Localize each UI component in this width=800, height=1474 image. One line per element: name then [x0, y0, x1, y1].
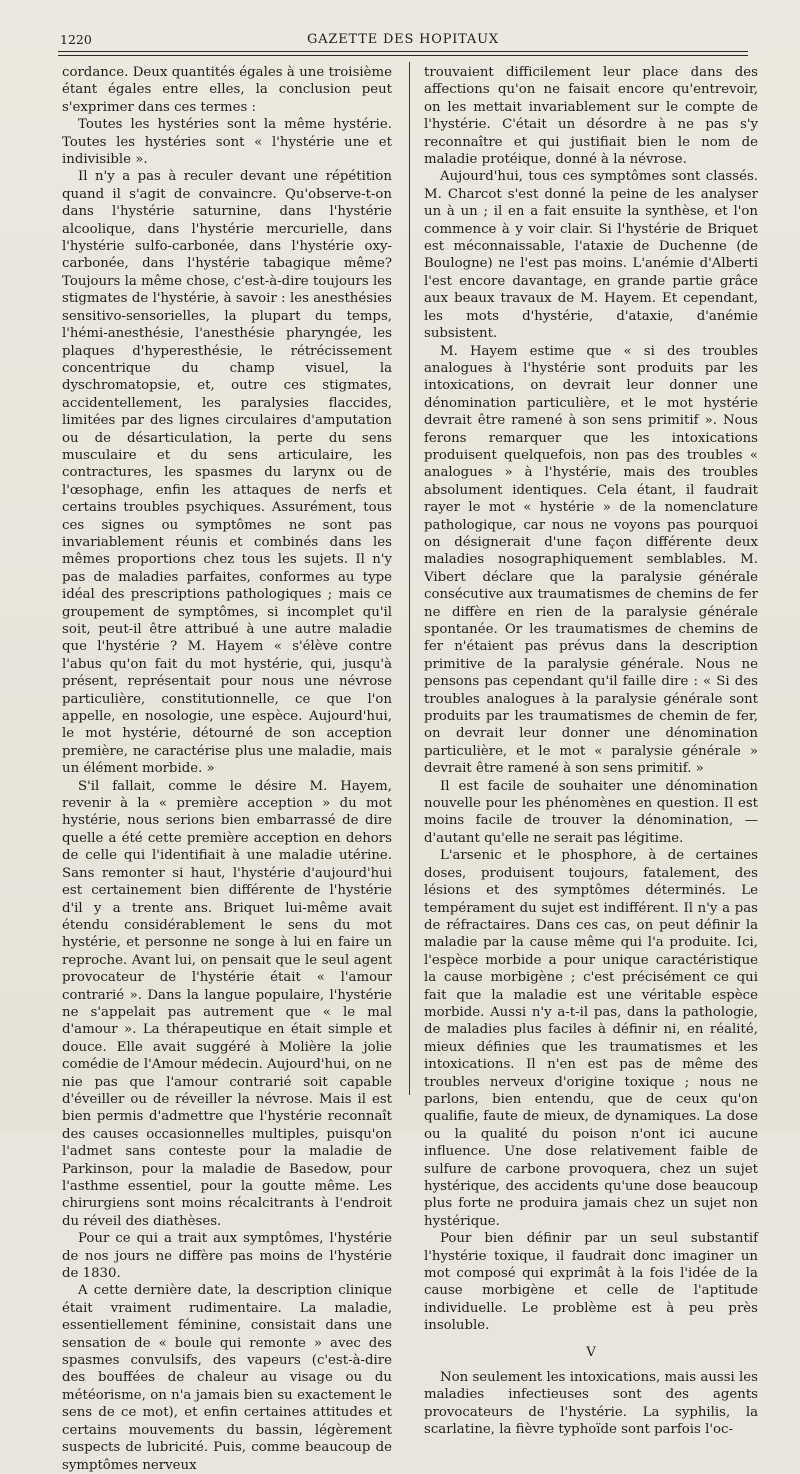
header-rule-thin: [58, 55, 748, 56]
paragraph: Aujourd'hui, tous ces symptômes sont classés. M. Charcot s'est donné la peine de les analyser un à un ; il en a fait ensuite la synthèse, et l'on commence à y voir clair. Si l'hystérie de Briquet est méconnaissable, l'ataxie de Duchenne (de Boulogne) ne l'est pas moins. L'anémie d'Alberti l'est encore davantage, en grande partie grâce aux beaux travaux de M. Hayem. Et cependant, les mots d'hystérie, d'ataxie, d'anémie subsistent.: [424, 169, 758, 342]
paragraph: Pour ce qui a trait aux symptômes, l'hystérie de nos jours ne diffère pas moins de l'hystérie de 1830.: [62, 1231, 392, 1282]
right-column: [424, 64, 758, 1439]
paragraph: M. Hayem estime que « si des troubles analogues à l'hystérie sont produits par les intoxications, on devrait leur donner une dénomination particulière, et le mot hystérie devrait être ramené à son sens primitif ». Nous ferons remarquer que les intoxications produisent quelquefois, non pas des troubles « analogues » à l'hystérie, mais des troubles absolument identiques. Cela étant, il faudrait rayer le mot « hystérie » de la nomenclature pathologique, car nous ne voyons pas pourquoi on désignerait d'une façon différente deux maladies nosographiquement semblables. M. Vibert déclare que la paralysie générale consécutive aux traumatismes de chemins de fer ne diffère en rien de la paralysie générale spontanée. Or les traumatismes de chemins de fer n'étaient pas prévus dans la description primitive de la paralysie générale. Nous ne pensons pas cependant qu'il faille dire : « Si des troubles analogues à la paralysie générale sont produits par les traumatismes de chemin de fer, on devrait leur donner une dénomination particulière, et le mot « paralysie générale » devrait être ramené à son sens primitif. »: [424, 343, 758, 777]
column-separator: [409, 62, 410, 1095]
left-column: [62, 64, 392, 1474]
paragraph: cordance. Deux quantités égales à une troisième étant égales entre elles, la conclusion peut s'exprimer dans ces termes :: [62, 65, 392, 115]
running-header: [58, 28, 748, 50]
paragraph: Non seulement les intoxications, mais aussi les maladies infectieuses sont des agents provocateurs de l'hystérie. La syphilis, la scarlatine, la fièvre typhoïde sont parfois l'oc-: [424, 1370, 758, 1438]
journal-title: GAZETTE DES HOPITAUX: [307, 32, 499, 47]
paragraph: S'il fallait, comme le désire M. Hayem, revenir à la « première acception » du mot hystérie, nous serions bien embarrassé de dire quelle a été cette première acception en dehors de celle qui l'identifiait à une maladie utérine. Sans remonter si haut, l'hystérie d'aujourd'hui est certainement bien différente de l'hystérie d'il y a trente ans. Briquet lui-même avait étendu considérablement le sens du mot hystérie, et personne ne songe à lui en faire un reproche. Avant lui, on pensait que le seul agent provocateur de l'hystérie était « l'amour contrarié ». Dans la langue populaire, l'hystérie ne s'appelait pas autrement que « le mal d'amour ». La thérapeutique en était simple et douce. Elle avait suggéré à Molière la jolie comédie de l'Amour médecin. Aujourd'hui, on ne nie pas que l'amour contrarié soit capable d'éveiller ou de réveiller la névrose. Mais il est bien permis d'admettre que l'hystérie reconnaît des causes occasionnelles multiples, puisqu'on l'admet sans conteste pour la maladie de Parkinson, pour la maladie de Basedow, pour l'asthme essentiel, pour la goutte même. Les chirurgiens sont moins récalcitrants à l'endroit du réveil des diathèses.: [62, 778, 392, 1229]
paragraph: A cette dernière date, la description clinique était vraiment rudimentaire. La maladie, essentiellement féminine, consistait dans une sensation de « boule qui remonte » avec des spasmes convulsifs, des vapeurs (c'est-à-dire des bouffées de chaleur au visage ou du météorisme, on n'a jamais bien su exactement le sens de ce mot), et enfin certaines attitudes et certains mouvements du bassin, légèrement suspects de lubricité. Puis, comme beaucoup de symptômes nerveux: [62, 1283, 392, 1473]
paragraph: Il est facile de souhaiter une dénomination nouvelle pour les phénomènes en question. Il est moins facile de trouver la dénomination, — d'autant qu'elle ne serait pas légitime.: [424, 778, 758, 846]
section-heading: V: [586, 1344, 596, 1360]
paragraph: Il n'y a pas à reculer devant une répétition quand il s'agit de convaincre. Qu'observe-t-on dans l'hystérie saturnine, dans l'hystérie alcoolique, dans l'hystérie mercurielle, dans l'hystérie sulfo-carbonée, dans l'hystérie oxy-carbonée, dans l'hystérie tabagique même? Toujours la même chose, c'est-à-dire toujours les stigmates de l'hystérie, à savoir : les anesthésies sensitivo-sensorielles, la plupart du temps, l'hémi-anesthésie, l'anesthésie pharyngée, les plaques d'hyperesthésie, le rétrécissement concentrique du champ visuel, la dyschromatopsie, et, outre ces stigmates, accidentellement, les paralysies flaccides, limitées par des lignes circulaires d'amputation ou de désarticulation, la perte du sens musculaire et du sens articulaire, les contractures, les spasmes du larynx ou de l'œsophage, enfin les attaques de nerfs et certains troubles psychiques. Assurément, tous ces signes ou symptômes ne sont pas invariablement réunis et combinés dans les mêmes proportions chez tous les sujets. Il n'y pas de maladies parfaites, conformes au type idéal des prescriptions pathologiques ; mais ce groupement de symptômes, si incomplet qu'il soit, peut-il être attribué à une autre maladie que l'hystérie ? M. Hayem « s'élève contre l'abus qu'on fait du mot hystérie, qui, jusqu'à présent, représentait pour nous une névrose particulière, constitutionnelle, ce que l'on appelle, en nosologie, une espèce. Aujourd'hui, le mot hystérie, détourné de son acception première, ne caractérise plus une maladie, mais un élément morbide. »: [62, 169, 392, 777]
paragraph: trouvaient difficilement leur place dans des affections qu'on ne faisait encore qu'entrevoir, on les mettait invariablement sur le compte de l'hystérie. C'était un désordre à ne pas s'y reconnaître et qui justifiait bien le nom de maladie protéique, donné à la névrose.: [424, 65, 758, 168]
page-number: 1220: [60, 32, 92, 47]
paragraph: Toutes les hystéries sont la même hystérie. Toutes les hystéries sont « l'hystérie une et indivisible ».: [62, 117, 392, 168]
header-rule-thick: [58, 51, 748, 52]
paragraph: L'arsenic et le phosphore, à de certaines doses, produisent toujours, fatalement, des lésions et des symptômes déterminés. Le tempérament du sujet est indifférent. Il n'y a pas de réfractaires. Dans ces cas, on peut définir la maladie par la cause même qui l'a produite. Ici, l'espèce morbide a pour unique caractéristique la cause morbigène ; c'est précisément ce qui fait que la maladie est une véritable espèce morbide. Aussi n'y a-t-il pas, dans la pathologie, de maladies plus faciles à définir ni, en réalité, mieux définies que les traumatismes et les intoxications. Il n'en est pas de même des troubles nerveux d'origine toxique ; nous ne parlons, bien entendu, que de ceux qu'on qualifie, faute de mieux, de dynamiques. La dose ou la qualité du poison n'ont ici aucune influence. Une dose relativement faible de sulfure de carbone provoquera, chez un sujet hystérique, des accidents qu'une dose beaucoup plus forte ne produira jamais chez un sujet non hystérique.: [424, 848, 758, 1229]
paragraph: Pour bien définir par un seul substantif l'hystérie toxique, il faudrait donc imaginer un mot composé qui exprimât à la fois l'idée de la cause morbigène et celle de l'aptitude individuelle. Le problème est à peu près insoluble.: [424, 1231, 758, 1334]
